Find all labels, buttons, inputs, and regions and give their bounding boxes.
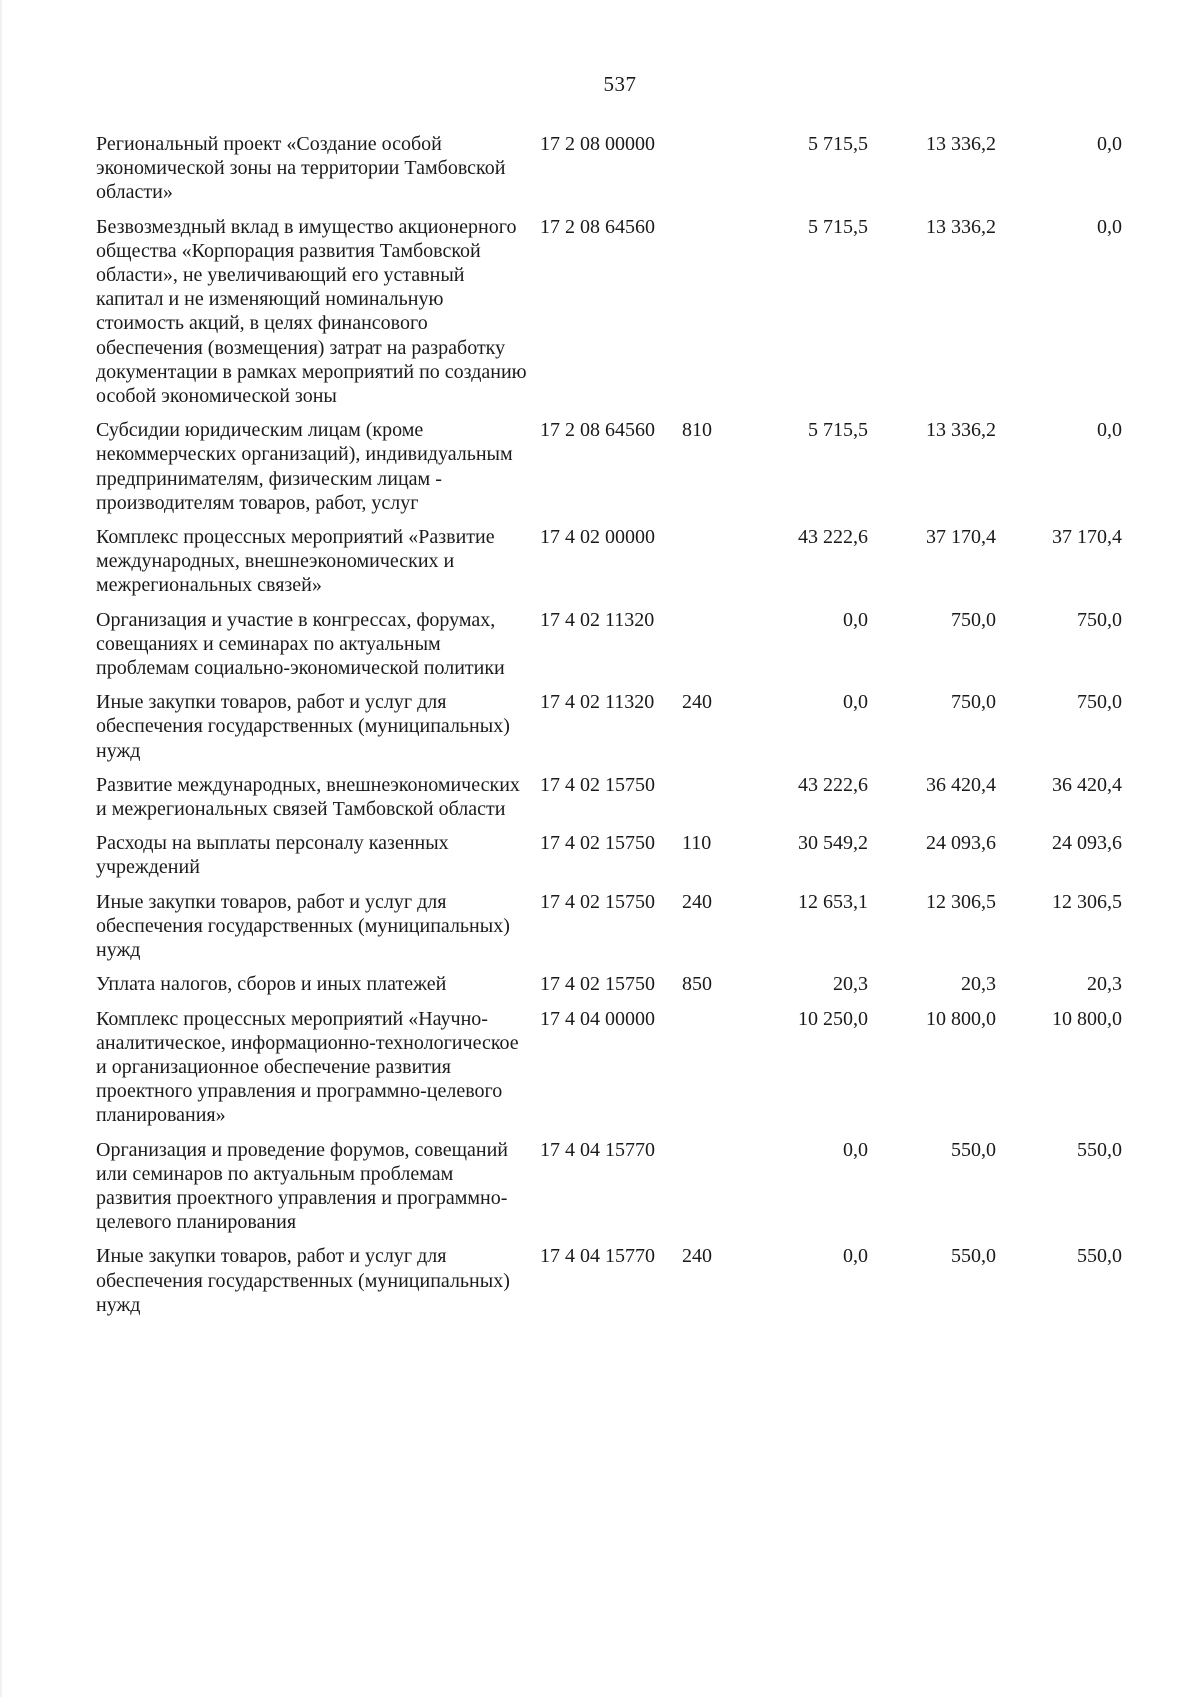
row-amount-year-2: 24 093,6 [926, 832, 996, 855]
row-name: Комплекс процессных мероприятий «Научно-аналитическое, информационно-технологическое и организационное обеспечение развития проектного управления и программно-целевого планирования» [96, 1007, 519, 1127]
table-row [96, 831, 1186, 879]
row-target-code: 17 4 02 00000 [540, 526, 655, 549]
row-amount-year-2: 550,0 [951, 1245, 996, 1268]
row-expense-type: 850 [682, 973, 712, 996]
row-name: Субсидии юридическим лицам (кроме некоммерческих организаций), индивидуальным предпринимателям, физическим лицам - производителям товаров, работ, услуг [96, 419, 513, 514]
row-amount-year-3: 550,0 [1077, 1138, 1122, 1161]
table-row [96, 773, 1186, 821]
row-amount-year-2: 20,3 [961, 973, 996, 996]
row-amount-year-1: 10 250,0 [798, 1007, 868, 1030]
row-name: Иные закупки товаров, работ и услуг для обеспечения государственных (муниципальных) нужд [96, 1245, 510, 1316]
row-amount-year-3: 20,3 [1087, 973, 1122, 996]
row-amount-year-1: 5 715,5 [808, 419, 868, 442]
row-target-code: 17 4 02 11320 [540, 608, 655, 631]
row-amount-year-3: 0,0 [1097, 215, 1122, 238]
table-row [96, 132, 1186, 205]
row-amount-year-1: 20,3 [833, 973, 868, 996]
table-row [96, 1244, 1186, 1317]
row-target-code: 17 4 04 15770 [540, 1138, 655, 1161]
row-target-code: 17 4 04 00000 [540, 1007, 655, 1030]
row-amount-year-2: 750,0 [951, 608, 996, 631]
row-name: Уплата налогов, сборов и иных платежей [96, 973, 447, 996]
row-target-code: 17 4 02 15750 [540, 773, 655, 796]
row-name: Комплекс процессных мероприятий «Развитие международных, внешнеэкономических и межрегиональных связей» [96, 526, 495, 597]
row-expense-type: 110 [682, 832, 712, 855]
row-amount-year-1: 43 222,6 [798, 773, 868, 796]
row-name: Расходы на выплаты персоналу казенных учреждений [96, 832, 449, 879]
row-target-code: 17 4 02 15750 [540, 890, 655, 913]
row-amount-year-2: 37 170,4 [926, 526, 996, 549]
row-expense-type: 240 [682, 691, 712, 714]
table-row [96, 1007, 1186, 1128]
table-row [96, 972, 1186, 996]
row-amount-year-1: 5 715,5 [808, 215, 868, 238]
table-row [96, 890, 1186, 963]
row-amount-year-3: 12 306,5 [1052, 890, 1122, 913]
row-target-code: 17 2 08 64560 [540, 215, 655, 238]
row-amount-year-2: 13 336,2 [926, 419, 996, 442]
table-row [96, 215, 1186, 409]
row-amount-year-1: 0,0 [843, 1245, 868, 1268]
row-amount-year-1: 0,0 [843, 1138, 868, 1161]
row-amount-year-3: 10 800,0 [1052, 1007, 1122, 1030]
row-amount-year-2: 13 336,2 [926, 215, 996, 238]
row-amount-year-1: 30 549,2 [798, 832, 868, 855]
row-target-code: 17 2 08 64560 [540, 419, 655, 442]
row-name: Иные закупки товаров, работ и услуг для обеспечения государственных (муниципальных) нужд [96, 890, 510, 962]
row-amount-year-2: 13 336,2 [926, 133, 996, 155]
row-amount-year-2: 36 420,4 [926, 773, 996, 796]
page-number: 537 [603, 72, 637, 96]
table-row [96, 418, 1186, 515]
row-amount-year-1: 43 222,6 [798, 526, 868, 549]
row-amount-year-1: 12 653,1 [798, 890, 868, 913]
row-amount-year-1: 5 715,5 [808, 133, 868, 155]
row-expense-type: 810 [682, 419, 712, 442]
row-amount-year-3: 36 420,4 [1052, 773, 1122, 796]
row-amount-year-1: 0,0 [843, 608, 868, 631]
row-amount-year-1: 0,0 [843, 691, 868, 714]
row-amount-year-3: 750,0 [1077, 608, 1122, 631]
row-name: Организация и участие в конгрессах, форумах, совещаниях и семинарах по актуальным проблемам социально-экономической политики [96, 608, 505, 680]
row-amount-year-2: 550,0 [951, 1138, 996, 1161]
row-expense-type: 240 [682, 1245, 712, 1268]
table-row [96, 690, 1186, 763]
scan-edge-mark [0, 0, 2, 1697]
row-amount-year-2: 12 306,5 [926, 890, 996, 913]
table-row [96, 608, 1186, 681]
row-amount-year-3: 0,0 [1097, 133, 1122, 155]
row-amount-year-3: 750,0 [1077, 691, 1122, 714]
row-target-code: 17 4 02 11320 [540, 691, 655, 714]
row-amount-year-3: 550,0 [1077, 1245, 1122, 1268]
row-name: Развитие международных, внешнеэкономических и межрегиональных связей Тамбовской области [96, 773, 520, 821]
row-amount-year-2: 750,0 [951, 691, 996, 714]
row-amount-year-3: 24 093,6 [1052, 832, 1122, 855]
row-target-code: 17 4 04 15770 [540, 1245, 655, 1268]
table-row [96, 525, 1186, 598]
row-name: Безвозмездный вклад в имущество акционерного общества «Корпорация развития Тамбовской области», не увеличивающий его уставный капитал и не изменяющий номинальную стоимость акций, в целях финансового обеспечения (возмещения) затрат на разработку документации в рамках мероприятий по созданию особой экономической зоны [96, 215, 527, 408]
row-name: Региональный проект «Создание особой экономической зоны на территории Тамбовской области» [96, 133, 506, 204]
row-amount-year-2: 10 800,0 [926, 1007, 996, 1030]
row-target-code: 17 2 08 00000 [540, 133, 655, 155]
row-expense-type: 240 [682, 890, 712, 913]
row-name: Организация и проведение форумов, совещаний или семинаров по актуальным проблемам развития проектного управления и программно-целевого планирования [96, 1138, 508, 1234]
row-name: Иные закупки товаров, работ и услуг для обеспечения государственных (муниципальных) нужд [96, 691, 510, 762]
row-target-code: 17 4 02 15750 [540, 973, 655, 996]
row-amount-year-3: 37 170,4 [1052, 526, 1122, 549]
table-row [96, 1138, 1186, 1235]
budget-table [96, 132, 1186, 1327]
row-amount-year-3: 0,0 [1097, 419, 1122, 442]
row-target-code: 17 4 02 15750 [540, 832, 655, 855]
